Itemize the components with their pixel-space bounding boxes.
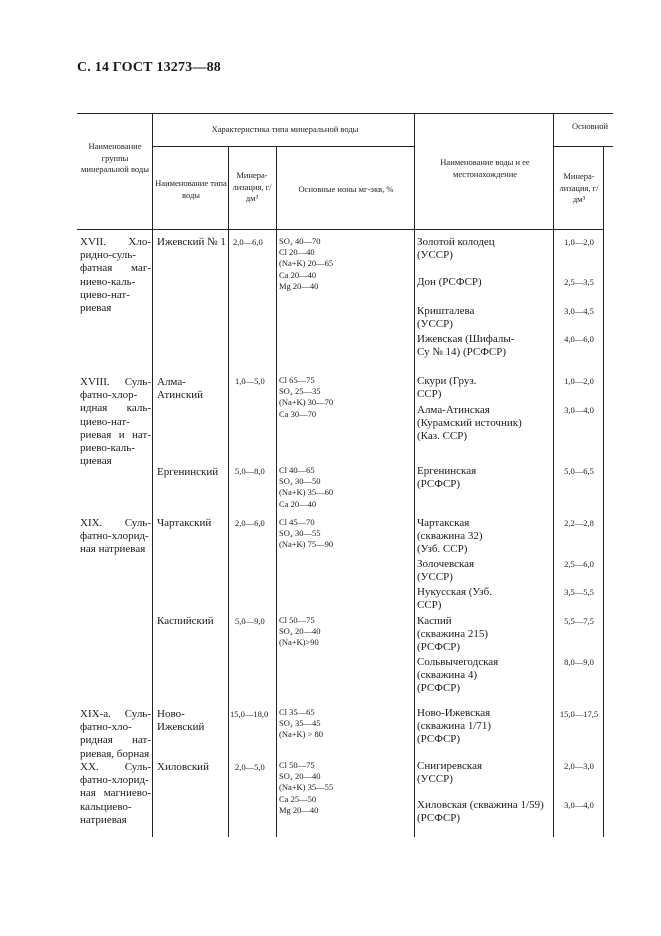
water-name: Дон (РСФСР) [417,276,482,288]
header-water: Наименование воды и ее местонахождение [440,157,530,179]
subheader-rule-right [553,146,613,147]
water-name: Снигиревская (УССР) [417,760,483,785]
water-name: Ново-Ижевская (скважина 1/71) (РСФСР) [417,707,492,745]
water-name: Хиловская (скважина 1/59) (РСФСР) [417,799,544,824]
water-mineralization: 4,0—6,0 [564,334,594,344]
water-mineralization: 8,0—9,0 [564,657,594,667]
page-header: С. 14 ГОСТ 13273—88 [77,60,221,75]
col-divider [553,113,554,837]
col-divider [276,146,277,837]
water-mineralization: 2,2—2,8 [564,518,594,528]
water-mineralization: 2,5—6,0 [564,559,594,569]
type-ions [279,375,333,420]
type-name: Ергенинский [157,466,219,478]
header-mineralization: Минера-лизация, г/дм³ [232,170,272,203]
ion-line: (Na+K) 20—65 [279,258,334,269]
water-mineralization: 2,5—3,5 [564,277,594,287]
ion-line: SO₄ 30—50 [279,476,321,487]
header-group: Наименование группы минеральной воды [81,141,149,174]
type-ions [279,236,333,292]
header-bottom-rule [77,229,603,230]
ion-line: SO₄ 30—55 [279,528,321,539]
ion-line: SO₄ 20—40 [279,626,321,637]
water-name: Скури (Груз. ССР) [417,375,477,400]
water-mineralization: 2,0—3,0 [564,761,594,771]
ion-line: (Na+K) 35—60 [279,487,334,498]
water-name: Ергенинская (РСФСР) [417,465,477,490]
type-mineralization: 1,0—5,0 [235,376,265,386]
group-name: XX. Суль-фатно-хлорид-ная магниево-кальциево-натриевая [80,761,151,826]
ion-line: SO₄ 40—70 [279,236,321,246]
type-name: Ижевский № 1 [157,236,226,248]
type-mineralization: 2,0—6,0 [233,237,263,247]
ion-line: Cl 45—70 [279,517,315,527]
water-name: Каспий (скважина 215) (РСФСР) [417,615,488,653]
header-type-name: Наименование типа воды [155,178,227,200]
ion-line: Cl 50—75 [279,760,315,770]
type-name: Каспийский [157,615,214,627]
water-mineralization: 3,5—5,5 [564,587,594,597]
type-name: Хиловский [157,761,209,773]
type-mineralization: 5,0—9,0 [235,616,265,626]
group-name: XIX-а. Суль-фатно-хло-ридная нат-риевая, борная [80,708,151,760]
header-characteristic: Характеристика типа минеральной воды [211,124,359,134]
water-mineralization: 5,5—7,5 [564,616,594,626]
ion-line: Mg 20—40 [279,280,319,291]
type-mineralization: 2,0—5,0 [235,762,265,772]
ion-line: Ca 20—40 [279,498,317,509]
table-top-rule [77,113,613,114]
header-main: Основной [571,121,609,131]
water-name: Нукусская (Узб. ССР) [417,586,492,611]
type-mineralization: 2,0—6,0 [235,518,265,528]
water-name: Алма-Атинская (Курамский источник) (Каз. ССР) [417,404,522,442]
type-ions [279,465,333,510]
ion-line: (Na+K) 75—90 [279,539,334,550]
ion-line: Cl 40—65 [279,465,315,475]
water-mineralization: 1,0—2,0 [564,237,594,247]
type-mineralization: 5,0—8,0 [235,466,265,476]
type-name: Чартакский [157,517,212,529]
ion-line: Ca 20—40 [279,269,317,280]
col-divider [603,146,604,837]
ion-line: SO₄ 20—40 [279,771,321,782]
ion-line: (Na+K) 30—70 [279,397,334,408]
col-divider [414,113,415,837]
water-name: Золочевская (УССР) [417,558,475,583]
header-main-mineralization: Минера-лизация, г/дм³ [559,171,599,204]
ion-line: Cl 35—65 [279,707,315,717]
water-mineralization: 15,0—17,5 [559,709,599,719]
water-mineralization: 3,0—4,5 [564,306,594,316]
water-name: Чартакская (скважина 32) (Узб. ССР) [417,517,483,555]
subheader-rule [152,146,414,147]
type-ions [279,707,323,741]
type-ions [279,615,320,649]
ion-line: SO₄ 35—45 [279,718,321,729]
type-name: Алма-Атинский [157,376,203,401]
water-mineralization: 3,0—4,0 [564,800,594,810]
ion-line: Mg 20—40 [279,804,319,815]
water-name: Ижевская (Шифалы-Су № 14) (РСФСР) [417,333,515,358]
water-mineralization: 5,0—6,5 [564,466,594,476]
type-mineralization: 15,0—18,0 [230,709,269,719]
type-ions [279,760,333,816]
group-name: XVIII. Суль-фатно-хлор-идная каль-циево-нат-риевая и нат-риево-каль-циевая [80,376,151,468]
ion-line: Cl 65—75 [279,375,315,385]
water-mineralization: 1,0—2,0 [564,376,594,386]
ion-line: Ca 25—50 [279,793,317,804]
type-ions [279,517,333,551]
group-name: XVII. Хло-ридно-суль-фатная маг-ниево-каль-циево-нат-риевая [80,236,151,315]
col-divider [152,113,153,837]
ion-line: Cl 50—75 [279,615,315,625]
ion-line: (Na+K)>90 [279,637,319,648]
ion-line: Ca 30—70 [279,408,317,419]
type-name: Ново-Ижевский [157,708,205,733]
water-name: Кришталева (УССР) [417,305,475,330]
water-name: Золотой колодец (УССР) [417,236,495,261]
ion-line: (Na+K) 35—55 [279,782,334,793]
water-mineralization: 3,0—4,0 [564,405,594,415]
water-name: Сольвычегодская (скважина 4) (РСФСР) [417,656,499,694]
ion-line: Cl 20—40 [279,247,315,258]
ion-line: (Na+K) > 80 [279,729,324,740]
ion-line: SO₄ 25—35 [279,386,321,397]
group-name: XIX. Суль-фатно-хлорид-ная натриевая [80,517,151,556]
col-divider [228,146,229,837]
header-ions: Основные ионы мг-экв, % [298,184,394,194]
